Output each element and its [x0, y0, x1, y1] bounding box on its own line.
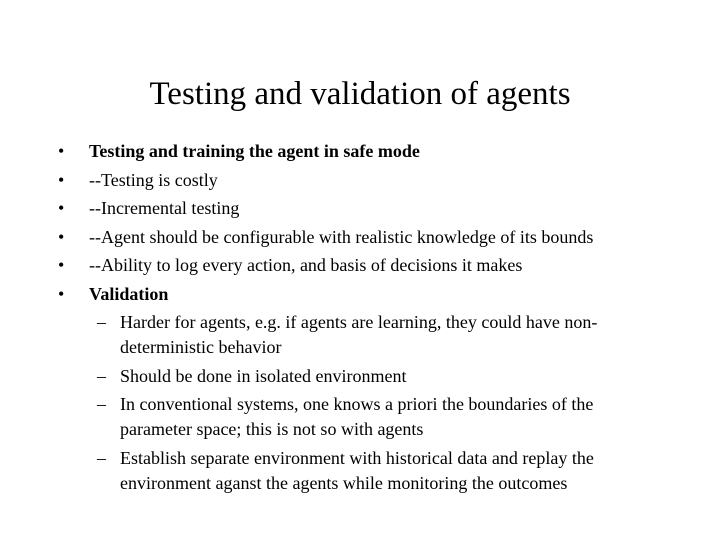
bullet-icon: •	[58, 226, 65, 247]
sub-bullet-item	[0, 364, 660, 389]
bullet-item-validation	[0, 280, 720, 309]
sub-bullet-item	[0, 310, 660, 360]
bullet-icon: •	[58, 169, 65, 190]
dash-icon: –	[97, 365, 106, 386]
sub-bullet-text: Harder for agents, e.g. if agents are learning, they could have non-deterministic behavior	[120, 312, 598, 357]
bullet-item	[0, 194, 720, 223]
bullet-item	[0, 166, 720, 195]
bullet-icon: •	[58, 283, 65, 304]
sub-bullet-text: In conventional systems, one knows a priori the boundaries of the parameter space; this is not so with agents	[120, 394, 594, 440]
bullet-list	[0, 137, 720, 309]
dash-icon: –	[97, 312, 106, 332]
bullet-text: --Testing is costly	[89, 169, 218, 190]
dash-icon: –	[97, 394, 106, 415]
bullet-text: Testing and training the agent in safe mode	[89, 141, 420, 161]
bullet-icon: •	[58, 141, 65, 161]
slide-title: Testing and validation of agents	[149, 76, 571, 112]
bullet-item	[0, 137, 720, 166]
bullet-item	[0, 223, 720, 252]
sub-bullet-list	[0, 310, 720, 500]
bullet-text: --Agent should be configurable with realistic knowledge of its bounds	[89, 226, 594, 247]
sub-bullet-item	[0, 392, 660, 442]
bullet-text: --Incremental testing	[89, 198, 240, 219]
sub-bullet-text: Establish separate environment with historical data and replay the environment aganst the agents while monitoring the outcomes	[120, 447, 594, 493]
bullet-item	[0, 251, 720, 280]
bullet-icon: •	[58, 198, 65, 219]
bullet-text: --Ability to log every action, and basis of decisions it makes	[89, 255, 523, 276]
dash-icon: –	[97, 447, 106, 468]
sub-bullet-item	[0, 446, 660, 496]
bullet-icon: •	[58, 255, 65, 276]
bullet-text: Validation	[89, 283, 169, 304]
sub-bullet-text: Should be done in isolated environment	[120, 365, 407, 386]
